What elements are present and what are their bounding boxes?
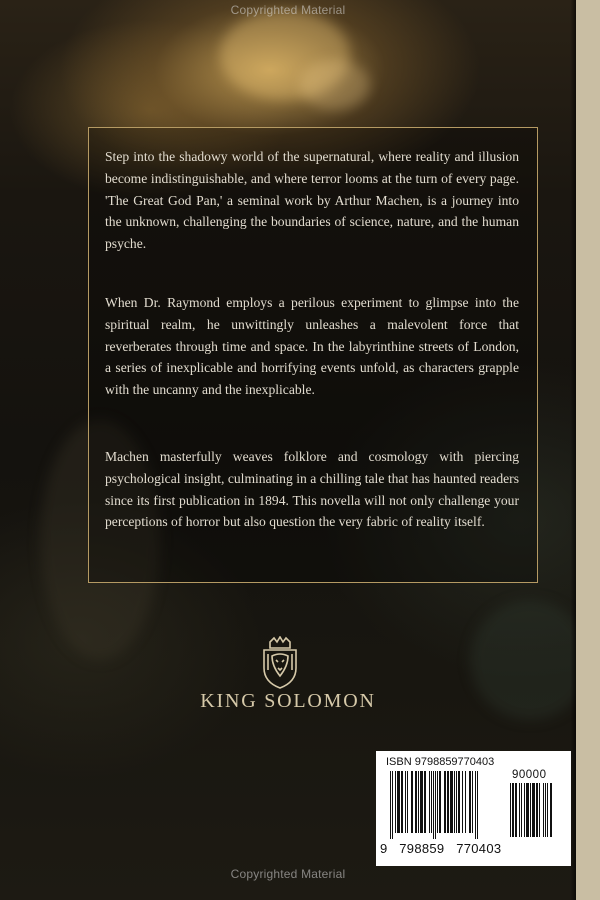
barcode-bar bbox=[420, 771, 423, 833]
barcode-bar bbox=[450, 771, 453, 833]
barcode-bar bbox=[477, 771, 478, 839]
barcode-bar bbox=[405, 771, 406, 833]
cover-art-glow bbox=[300, 60, 370, 110]
publisher-name: KING SOLOMON bbox=[200, 690, 376, 712]
barcode-bars bbox=[390, 771, 506, 841]
barcode-human-readable bbox=[380, 841, 501, 856]
barcode-bar bbox=[407, 771, 408, 833]
barcode-bar bbox=[547, 783, 548, 837]
barcode-digit-lead: 9 bbox=[380, 841, 388, 856]
barcode-bar bbox=[536, 783, 538, 837]
barcode-bar bbox=[397, 771, 400, 833]
barcode-bar bbox=[539, 783, 540, 837]
blurb-paragraph: When Dr. Raymond employs a perilous experiment to glimpse into the spiritual realm, he unwittingly unleashes a malevolent force that reverberates through time and space. In the labyrinthine streets of London, a series of inexplicable and horrifying events unfold, as characters grapple with the uncanny and the inexplicable. bbox=[105, 295, 519, 398]
barcode-addon-bars bbox=[510, 783, 562, 841]
barcode-addon-digits: 90000 bbox=[512, 769, 547, 781]
isbn-label: ISBN 9798859770403 bbox=[386, 756, 495, 768]
barcode-bar bbox=[392, 771, 393, 839]
copyright-watermark-bottom: Copyrighted Material bbox=[230, 867, 346, 881]
barcode-bar bbox=[424, 771, 426, 833]
barcode-bar bbox=[431, 771, 432, 833]
barcode-bar bbox=[429, 771, 430, 833]
barcode-bar bbox=[550, 783, 552, 837]
barcode-bar bbox=[433, 771, 434, 839]
barcode-bar bbox=[462, 771, 463, 833]
barcode-bar bbox=[418, 771, 419, 833]
barcode-bar bbox=[510, 783, 511, 837]
barcode-bar bbox=[515, 783, 517, 837]
barcode-bar bbox=[390, 771, 391, 839]
barcode-bar bbox=[512, 783, 514, 837]
blurb-paragraph: Machen masterfully weaves folklore and cosmology with piercing psychological insight, culminating in a chilling tale that has haunted readers since its first publication in 1894. This novella will not only challenge your perceptions of horror but also question the very fabric of reality itself. bbox=[105, 449, 519, 530]
barcode-bar bbox=[530, 783, 531, 837]
barcode-bar bbox=[532, 783, 535, 837]
barcode-bar bbox=[411, 771, 413, 833]
barcode-bar bbox=[447, 771, 449, 833]
barcode-bar bbox=[435, 771, 436, 839]
barcode-bar bbox=[524, 783, 525, 837]
blurb-paragraph: Step into the shadowy world of the supernatural, where reality and illusion become indistinguishable, and where terror looms at the turn of every page. 'The Great God Pan,' a seminal work by Arthur Machen, is a journey into the unknown, challenging the boundaries of science, nature, and the human psyche. bbox=[105, 149, 519, 252]
crowned-lion-shield-icon bbox=[258, 636, 302, 690]
barcode-bar bbox=[519, 783, 520, 837]
isbn-barcode bbox=[376, 751, 571, 866]
barcode-bar bbox=[456, 771, 457, 833]
barcode-bar bbox=[395, 771, 396, 833]
page-edge bbox=[576, 0, 600, 900]
barcode-bar bbox=[415, 771, 417, 833]
barcode-bar bbox=[545, 783, 546, 837]
barcode-bar bbox=[465, 771, 466, 833]
barcode-bar bbox=[526, 783, 529, 837]
copyright-watermark-top: Copyrighted Material bbox=[230, 3, 346, 17]
barcode-digits-left: 798859 bbox=[399, 841, 445, 856]
barcode-bar bbox=[454, 771, 455, 833]
barcode-bar bbox=[437, 771, 438, 833]
barcode-bar bbox=[444, 771, 446, 833]
barcode-bar bbox=[521, 783, 522, 837]
barcode-bar bbox=[543, 783, 544, 837]
barcode-bar bbox=[458, 771, 460, 833]
barcode-bar bbox=[469, 771, 471, 833]
blurb-frame bbox=[88, 127, 538, 583]
barcode-bar bbox=[472, 771, 473, 833]
barcode-bar bbox=[401, 771, 403, 833]
barcode-bar bbox=[439, 771, 441, 833]
barcode-digits-right: 770403 bbox=[456, 841, 502, 856]
barcode-bar bbox=[475, 771, 476, 839]
